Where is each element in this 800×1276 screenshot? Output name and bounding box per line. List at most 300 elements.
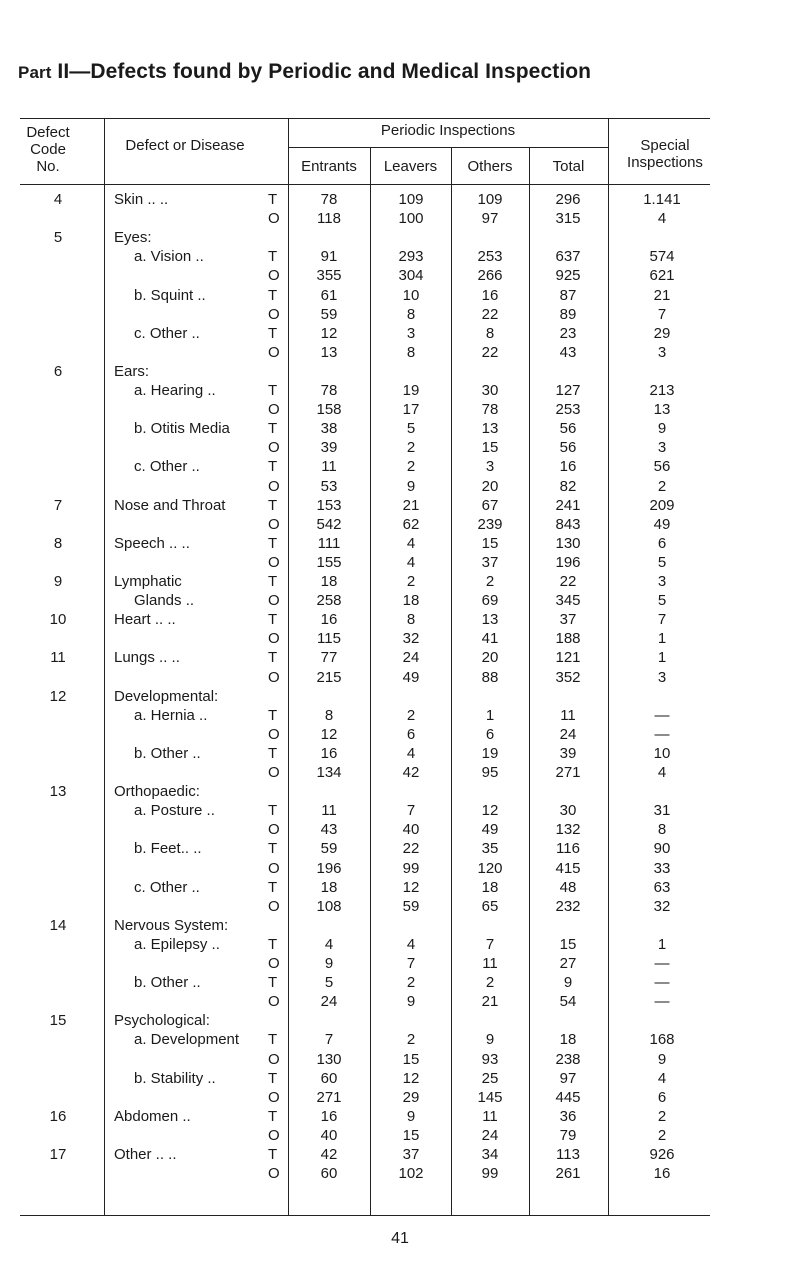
- others-value: 3: [485, 458, 495, 475]
- leavers-value: [381, 363, 441, 380]
- type-marker: T: [268, 879, 278, 896]
- leavers-value: 29: [402, 1089, 420, 1106]
- total-value: 130: [555, 535, 581, 552]
- defect-code: [38, 726, 78, 743]
- header-code: Defect Code No.: [26, 124, 70, 175]
- entrants-value: [299, 363, 359, 380]
- type-marker: T: [268, 974, 278, 991]
- defect-label: a. Hearing ..: [134, 382, 216, 399]
- leavers-value: 7: [406, 955, 416, 972]
- col-divider-entrants: [370, 147, 371, 1215]
- leavers-value: 8: [406, 611, 416, 628]
- special-value: [632, 783, 692, 800]
- leavers-value: 100: [398, 210, 424, 227]
- defect-label: Abdomen ..: [114, 1108, 191, 1125]
- header-total: Total: [552, 158, 585, 175]
- defect-code: [38, 879, 78, 896]
- entrants-value: 43: [320, 821, 338, 838]
- type-marker: T: [268, 745, 278, 762]
- col-divider-disease: [288, 118, 289, 1215]
- entrants-value: 53: [320, 478, 338, 495]
- special-value: 10: [653, 745, 671, 762]
- header-periodic: Periodic Inspections: [380, 122, 516, 139]
- leavers-value: 12: [402, 1070, 420, 1087]
- total-value: 87: [559, 287, 577, 304]
- type-marker: O: [268, 669, 280, 686]
- others-value: 1: [485, 707, 495, 724]
- entrants-value: 39: [320, 439, 338, 456]
- special-value: 33: [653, 860, 671, 877]
- defect-code: 6: [53, 363, 63, 380]
- total-value: [538, 783, 598, 800]
- type-marker: T: [268, 382, 278, 399]
- total-value: 22: [559, 573, 577, 590]
- type-marker: T: [268, 1031, 278, 1048]
- defect-code: [38, 344, 78, 361]
- total-value: 37: [559, 611, 577, 628]
- entrants-value: 59: [320, 306, 338, 323]
- special-value: 4: [657, 210, 667, 227]
- type-marker: O: [268, 955, 280, 972]
- special-value: 2: [657, 478, 667, 495]
- special-value: —: [654, 707, 670, 724]
- total-value: 89: [559, 306, 577, 323]
- others-value: 49: [481, 821, 499, 838]
- total-value: [538, 229, 598, 246]
- defect-code: [38, 860, 78, 877]
- special-value: 926: [649, 1146, 675, 1163]
- defect-label: b. Squint ..: [134, 287, 206, 304]
- defect-code: [38, 1051, 78, 1068]
- total-value: 54: [559, 993, 577, 1010]
- defect-label: b. Feet.. ..: [134, 840, 202, 857]
- type-marker: O: [268, 993, 280, 1010]
- special-value: 574: [649, 248, 675, 265]
- total-value: 23: [559, 325, 577, 342]
- special-value: 56: [653, 458, 671, 475]
- special-value: [632, 1012, 692, 1029]
- title-rest: II—Defects found by Periodic and Medical Inspection: [51, 60, 592, 83]
- total-value: 345: [555, 592, 581, 609]
- special-value: —: [654, 955, 670, 972]
- entrants-value: 130: [316, 1051, 342, 1068]
- others-value: 11: [482, 955, 498, 972]
- entrants-value: 59: [320, 840, 338, 857]
- others-value: 109: [477, 191, 503, 208]
- type-marker: O: [268, 764, 280, 781]
- defect-code: [38, 248, 78, 265]
- entrants-value: 115: [317, 630, 341, 647]
- total-value: 24: [559, 726, 577, 743]
- defect-code: [38, 401, 78, 418]
- defect-label: b. Otitis Media: [134, 420, 230, 437]
- leavers-value: [381, 783, 441, 800]
- entrants-value: 77: [320, 649, 338, 666]
- type-marker: O: [268, 267, 280, 284]
- total-value: 79: [559, 1127, 577, 1144]
- total-value: 9: [563, 974, 573, 991]
- type-marker: O: [268, 1089, 280, 1106]
- total-value: 296: [555, 191, 581, 208]
- col-divider-leavers: [451, 147, 452, 1215]
- defect-code: [38, 1031, 78, 1048]
- entrants-value: 108: [316, 898, 342, 915]
- defect-label: Ears:: [114, 363, 150, 380]
- total-value: 36: [559, 1108, 577, 1125]
- special-value: 7: [657, 306, 667, 323]
- type-marker: O: [268, 516, 280, 533]
- others-value: 78: [481, 401, 499, 418]
- defect-label: a. Development: [134, 1031, 240, 1048]
- total-value: 18: [559, 1031, 577, 1048]
- others-value: 12: [481, 802, 499, 819]
- type-marker: O: [268, 1165, 280, 1182]
- total-value: 43: [559, 344, 577, 361]
- type-marker: T: [268, 248, 278, 265]
- entrants-value: 258: [316, 592, 342, 609]
- leavers-value: 18: [402, 592, 420, 609]
- special-value: 5: [657, 592, 667, 609]
- header-bottom-rule: [20, 184, 710, 185]
- others-value: 41: [481, 630, 499, 647]
- defect-label: Lymphatic: [114, 573, 182, 590]
- entrants-value: 42: [320, 1146, 338, 1163]
- type-marker: O: [268, 439, 280, 456]
- others-value: 37: [481, 554, 499, 571]
- type-marker: T: [268, 535, 278, 552]
- defect-code: [38, 898, 78, 915]
- special-value: 3: [657, 344, 667, 361]
- leavers-value: 37: [402, 1146, 420, 1163]
- total-value: 232: [555, 898, 581, 915]
- special-value: 213: [649, 382, 675, 399]
- leavers-value: 8: [406, 344, 416, 361]
- special-value: 6: [657, 535, 667, 552]
- others-value: [460, 1012, 520, 1029]
- leavers-value: 10: [402, 287, 420, 304]
- defect-code: [38, 955, 78, 972]
- type-marker: O: [268, 592, 280, 609]
- entrants-value: 78: [320, 382, 338, 399]
- others-value: [460, 917, 520, 934]
- entrants-value: 271: [316, 1089, 342, 1106]
- type-marker: O: [268, 726, 280, 743]
- type-marker: T: [268, 1146, 278, 1163]
- defect-code: [38, 1089, 78, 1106]
- col-divider-code: [104, 118, 105, 1215]
- total-value: 261: [555, 1165, 581, 1182]
- type-marker: O: [268, 630, 280, 647]
- others-value: 88: [481, 669, 499, 686]
- leavers-value: 9: [406, 1108, 416, 1125]
- entrants-value: 12: [320, 325, 338, 342]
- defect-label: b. Other ..: [134, 745, 201, 762]
- leavers-value: 7: [406, 802, 416, 819]
- special-value: 32: [653, 898, 671, 915]
- defect-code: [38, 630, 78, 647]
- col-divider-others: [529, 147, 530, 1215]
- special-value: 2: [657, 1108, 667, 1125]
- defect-label: Nose and Throat: [114, 497, 226, 514]
- defect-code: [38, 420, 78, 437]
- special-value: 3: [657, 439, 667, 456]
- others-value: 2: [485, 573, 495, 590]
- entrants-value: 155: [316, 554, 342, 571]
- leavers-value: 12: [402, 879, 420, 896]
- type-marker: O: [268, 554, 280, 571]
- total-value: 196: [555, 554, 581, 571]
- others-value: 22: [481, 344, 499, 361]
- type-marker: O: [268, 1127, 280, 1144]
- total-value: 637: [555, 248, 581, 265]
- entrants-value: 542: [316, 516, 342, 533]
- leavers-value: 2: [406, 439, 416, 456]
- type-marker: T: [268, 420, 278, 437]
- special-value: 7: [657, 611, 667, 628]
- leavers-value: 4: [406, 535, 416, 552]
- special-value: [632, 688, 692, 705]
- special-value: 90: [653, 840, 671, 857]
- special-value: 621: [649, 267, 675, 284]
- special-value: 3: [657, 573, 667, 590]
- leavers-value: 2: [406, 707, 416, 724]
- type-marker: T: [268, 573, 278, 590]
- defect-code: [38, 821, 78, 838]
- type-marker: T: [268, 649, 278, 666]
- entrants-value: 215: [316, 669, 342, 686]
- total-value: 30: [559, 802, 577, 819]
- leavers-value: 293: [398, 248, 424, 265]
- others-value: 20: [481, 649, 499, 666]
- defect-code: 11: [50, 649, 66, 666]
- leavers-value: 15: [402, 1127, 420, 1144]
- type-marker: O: [268, 306, 280, 323]
- defect-label: Nervous System:: [114, 917, 229, 934]
- special-value: 1: [657, 649, 667, 666]
- defect-code: 12: [49, 688, 67, 705]
- entrants-value: 16: [320, 745, 338, 762]
- others-value: 266: [477, 267, 503, 284]
- total-value: 11: [560, 707, 576, 724]
- special-value: 29: [653, 325, 671, 342]
- leavers-value: 42: [402, 764, 420, 781]
- total-value: 116: [556, 840, 580, 857]
- leavers-value: 59: [402, 898, 420, 915]
- total-value: 188: [555, 630, 581, 647]
- others-value: 15: [481, 535, 499, 552]
- total-value: 39: [559, 745, 577, 762]
- leavers-value: 2: [406, 974, 416, 991]
- total-value: [538, 363, 598, 380]
- entrants-value: 355: [316, 267, 342, 284]
- entrants-value: 40: [320, 1127, 338, 1144]
- defect-code: [38, 478, 78, 495]
- entrants-value: 111: [317, 535, 341, 552]
- type-marker: O: [268, 344, 280, 361]
- leavers-value: 49: [402, 669, 420, 686]
- defect-code: [38, 458, 78, 475]
- entrants-value: 12: [320, 726, 338, 743]
- others-value: 120: [477, 860, 503, 877]
- leavers-value: 99: [402, 860, 420, 877]
- defect-code: 15: [49, 1012, 67, 1029]
- defect-code: [38, 267, 78, 284]
- total-value: 843: [555, 516, 581, 533]
- entrants-value: 16: [320, 1108, 338, 1125]
- header-special: Special Inspections: [627, 137, 703, 171]
- entrants-value: 4: [324, 936, 334, 953]
- leavers-value: 3: [406, 325, 416, 342]
- defect-code: 16: [49, 1108, 67, 1125]
- type-marker: T: [268, 458, 278, 475]
- total-value: 127: [555, 382, 581, 399]
- total-value: [538, 688, 598, 705]
- entrants-value: 60: [320, 1070, 338, 1087]
- defect-code: [38, 382, 78, 399]
- type-marker: O: [268, 898, 280, 915]
- entrants-value: 11: [321, 458, 337, 475]
- defect-code: [38, 802, 78, 819]
- special-value: 9: [657, 420, 667, 437]
- total-value: 315: [555, 210, 581, 227]
- special-value: —: [654, 726, 670, 743]
- entrants-value: 61: [320, 287, 338, 304]
- type-marker: T: [268, 802, 278, 819]
- defect-label: c. Other ..: [134, 879, 200, 896]
- total-value: 97: [559, 1070, 577, 1087]
- header-disease: Defect or Disease: [125, 137, 245, 154]
- special-value: 13: [653, 401, 671, 418]
- entrants-value: 11: [321, 802, 337, 819]
- leavers-value: [381, 229, 441, 246]
- special-value: 63: [653, 879, 671, 896]
- type-marker: T: [268, 497, 278, 514]
- special-value: 4: [657, 1070, 667, 1087]
- defect-code: [38, 840, 78, 857]
- defect-code: [38, 592, 78, 609]
- defect-label: c. Other ..: [134, 458, 200, 475]
- type-marker: O: [268, 401, 280, 418]
- others-value: 67: [481, 497, 499, 514]
- others-value: 22: [481, 306, 499, 323]
- defect-label: a. Posture ..: [134, 802, 215, 819]
- others-value: 93: [481, 1051, 499, 1068]
- others-value: 21: [481, 993, 499, 1010]
- entrants-value: 38: [320, 420, 338, 437]
- leavers-value: [381, 1012, 441, 1029]
- defect-label: b. Other ..: [134, 974, 201, 991]
- periodic-subheader-rule: [288, 147, 608, 148]
- defect-label: Speech .. ..: [114, 535, 190, 552]
- special-value: 9: [657, 1051, 667, 1068]
- total-value: 82: [559, 478, 577, 495]
- others-value: [460, 229, 520, 246]
- leavers-value: 2: [406, 573, 416, 590]
- title-part: Part: [18, 63, 52, 82]
- total-value: 241: [555, 497, 581, 514]
- special-value: 49: [653, 516, 671, 533]
- others-value: 7: [485, 936, 495, 953]
- special-value: 4: [657, 764, 667, 781]
- special-value: 16: [653, 1165, 671, 1182]
- others-value: 2: [485, 974, 495, 991]
- total-value: 48: [559, 879, 577, 896]
- total-value: 16: [559, 458, 577, 475]
- defect-label: Developmental:: [114, 688, 219, 705]
- total-value: 113: [556, 1146, 580, 1163]
- defect-code: [38, 993, 78, 1010]
- leavers-value: 4: [406, 554, 416, 571]
- special-value: 21: [653, 287, 671, 304]
- page-number: 41: [391, 1230, 409, 1247]
- total-value: 271: [555, 764, 581, 781]
- type-marker: T: [268, 840, 278, 857]
- defect-code: 8: [53, 535, 63, 552]
- others-value: 13: [481, 420, 499, 437]
- total-value: 132: [555, 821, 581, 838]
- defect-label: a. Epilepsy ..: [134, 936, 220, 953]
- others-value: 34: [481, 1146, 499, 1163]
- others-value: 6: [485, 726, 495, 743]
- defect-code: [38, 669, 78, 686]
- total-value: [538, 917, 598, 934]
- leavers-value: 62: [402, 516, 420, 533]
- defect-code: [38, 554, 78, 571]
- entrants-value: 13: [320, 344, 338, 361]
- total-value: 925: [555, 267, 581, 284]
- others-value: 253: [477, 248, 503, 265]
- entrants-value: [299, 688, 359, 705]
- defect-code: [38, 1165, 78, 1182]
- others-value: 97: [481, 210, 499, 227]
- defect-code: 10: [49, 611, 67, 628]
- total-value: 238: [555, 1051, 581, 1068]
- entrants-value: 8: [324, 707, 334, 724]
- total-value: 445: [555, 1089, 581, 1106]
- leavers-value: 2: [406, 458, 416, 475]
- others-value: 35: [481, 840, 499, 857]
- defect-label: Skin .. ..: [114, 191, 169, 208]
- special-value: 1.141: [643, 191, 681, 208]
- entrants-value: 9: [324, 955, 334, 972]
- others-value: 25: [481, 1070, 499, 1087]
- defect-code: 7: [53, 497, 63, 514]
- leavers-value: 109: [398, 191, 424, 208]
- defect-label: Lungs .. ..: [114, 649, 180, 666]
- leavers-value: 6: [406, 726, 416, 743]
- defect-code: [38, 306, 78, 323]
- leavers-value: [381, 917, 441, 934]
- defect-code: [38, 439, 78, 456]
- defect-code: [38, 1070, 78, 1087]
- entrants-value: 158: [316, 401, 342, 418]
- leavers-value: 4: [406, 745, 416, 762]
- defect-label: Glands ..: [134, 592, 195, 609]
- leavers-value: 17: [402, 401, 420, 418]
- page-title: [18, 60, 591, 84]
- others-value: 65: [481, 898, 499, 915]
- header-leavers: Leavers: [383, 158, 438, 175]
- entrants-value: 5: [324, 974, 334, 991]
- defect-label: c. Other ..: [134, 325, 200, 342]
- special-value: [632, 363, 692, 380]
- type-marker: T: [268, 1070, 278, 1087]
- total-value: 56: [559, 420, 577, 437]
- special-value: 2: [657, 1127, 667, 1144]
- special-value: 1: [657, 936, 667, 953]
- others-value: 95: [481, 764, 499, 781]
- entrants-value: 118: [317, 210, 341, 227]
